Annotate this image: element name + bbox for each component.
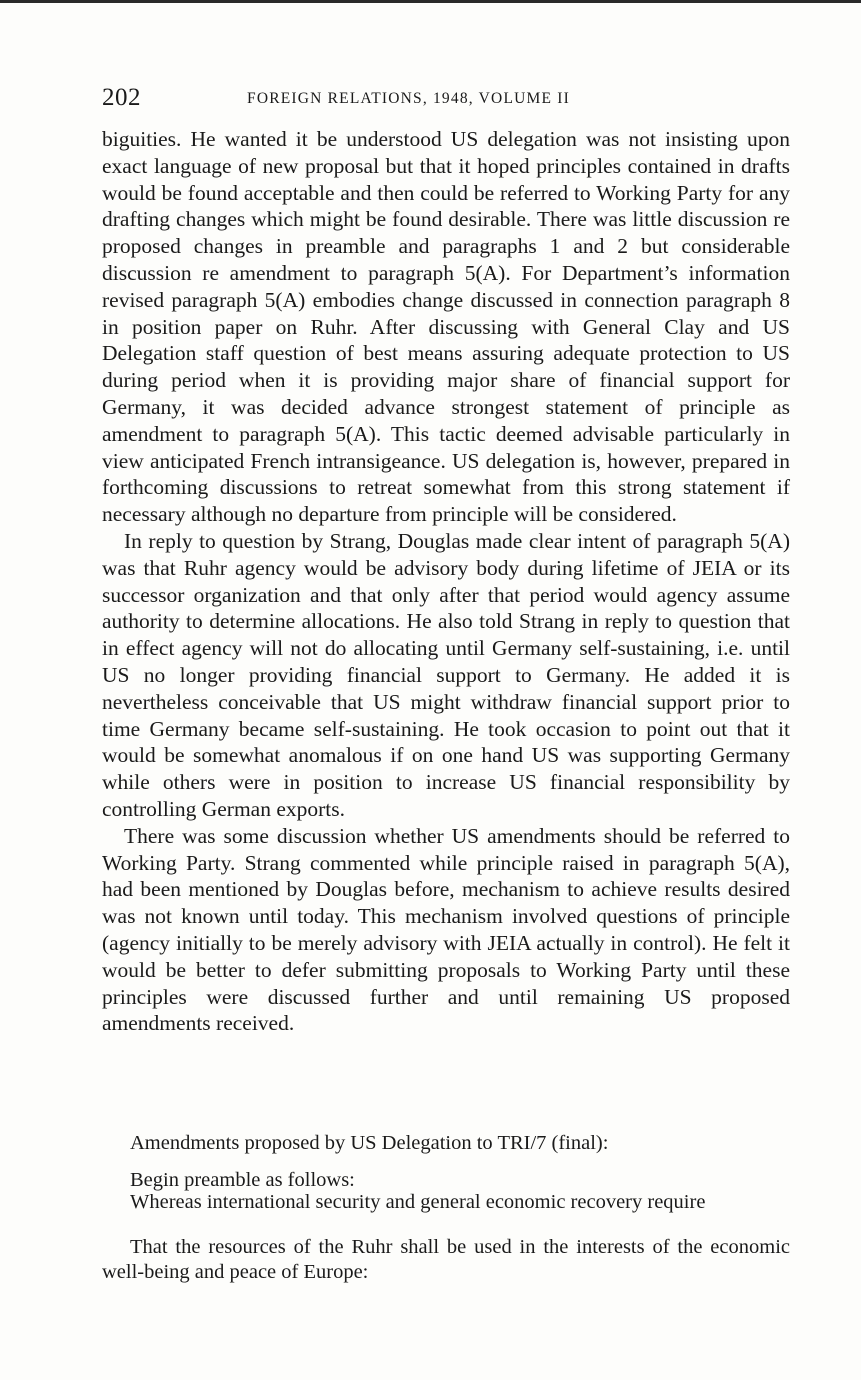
- paragraph-strang-douglas: In reply to question by Strang, Douglas made clear intent of paragraph 5(A) was that Ruhr agency would be advisory body during lifetime of JEIA or its successor organization and that only after that period would agency assume authority to determine allocations. He also told Strang in reply to question that in effect agency will not do allocating until Germany self-sustaining, i.e. until US no longer providing financial support to Germany. He added it is nevertheless conceivable that US might withdraw financial support prior to time Germany became self-sustaining. He took occasion to point out that it would be somewhat anomalous if on one hand US was supporting Germany while others were in position to increase US financial responsibility by controlling German exports.: [102, 528, 790, 821]
- running-head: FOREIGN RELATIONS, 1948, VOLUME II: [247, 90, 570, 107]
- amendments-heading: Amendments proposed by US Delegation to TRI/7 (final):: [130, 1132, 609, 1154]
- paragraph-continuation: biguities. He wanted it be understood US delegation was not insisting upon exact language of new proposal but that it hoped principles contained in drafts would be found acceptable and then could be referred to Working Party for any drafting changes which might be found desirable. There was little discussion re proposed changes in preamble and paragraphs 1 and 2 but considerable discussion re amendment to paragraph 5(A). For Department’s information revised paragraph 5(A) embodies change discussed in connection paragraph 8 in position paper on Ruhr. After discussing with General Clay and US Delegation staff question of best means assuring adequate protection to US during period when it is providing major share of financial support for Germany, it was decided advance strongest statement of principle as amendment to paragraph 5(A). This tactic deemed advisable particularly in view anticipated French intransigeance. US delegation is, however, prepared in forthcoming discussions to retreat somewhat from this strong statement if necessary although no departure from principle will be considered.: [102, 127, 790, 527]
- body-text: [102, 126, 790, 1037]
- whereas-block: [102, 1190, 790, 1215]
- resources-block: [102, 1235, 790, 1285]
- page-number: 202: [102, 84, 141, 111]
- whereas-line: Whereas international security and general economic recovery require: [130, 1191, 706, 1213]
- page-header: [102, 84, 792, 114]
- begin-preamble-line: Begin preamble as follows:: [130, 1169, 355, 1191]
- top-edge-rule: [0, 0, 861, 3]
- resources-line: That the resources of the Ruhr shall be used in the interests of the economic well-being and peace of Europe:: [102, 1236, 790, 1283]
- amendments-heading-block: [102, 1131, 790, 1156]
- paragraph-working-party: There was some discussion whether US amendments should be referred to Working Party. Strang commented while principle raised in paragraph 5(A), had been mentioned by Douglas before, mechanism to achieve results desired was not known until today. This mechanism involved questions of principle (agency initially to be merely advisory with JEIA actually in control). He felt it would be better to defer submitting proposals to Working Party until these principles were discussed further and until remaining US proposed amendments received.: [102, 823, 790, 1036]
